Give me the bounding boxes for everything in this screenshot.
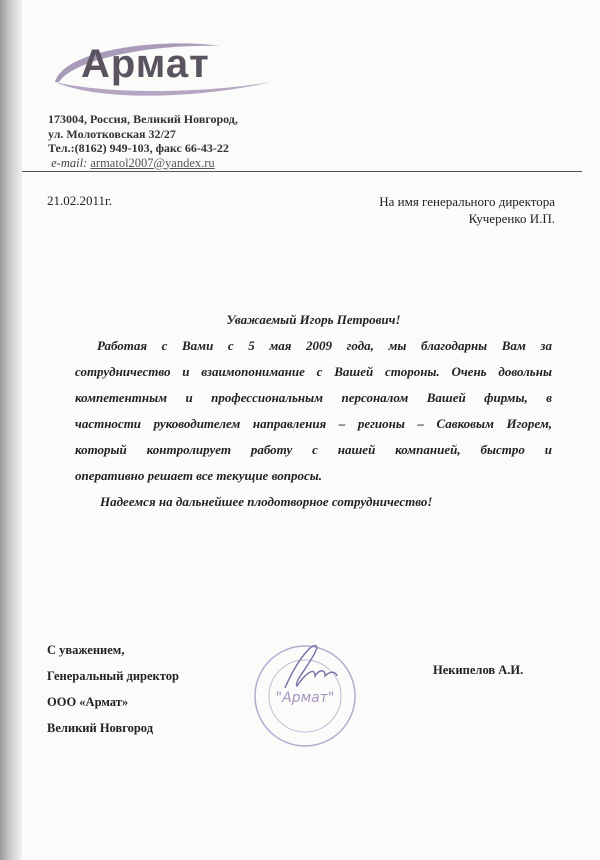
signer-position: Генеральный директор bbox=[47, 669, 179, 683]
address-line: ул. Молотковская 32/27 bbox=[48, 126, 176, 141]
company-name: ООО «Армат» bbox=[47, 695, 129, 709]
company-logo bbox=[45, 38, 285, 98]
email-label: e-mail: bbox=[51, 155, 88, 170]
scan-shadow bbox=[0, 0, 22, 860]
company-city: Великий Новгород bbox=[47, 721, 154, 735]
recipient-title: На имя генерального директора bbox=[379, 194, 555, 209]
closing-line: Надеемся на дальнейшее плодотворное сотрудничество! bbox=[100, 494, 433, 509]
letterhead-divider bbox=[22, 171, 582, 172]
signer-name: Некипелов А.И. bbox=[433, 663, 524, 677]
body-line: Работая с Вами с 5 мая 2009 года, мы благодарны Вам за bbox=[97, 338, 552, 353]
signature-block bbox=[47, 637, 179, 741]
greeting: Уважаемый Игорь Петрович! bbox=[226, 312, 401, 327]
body-line: оперативно решает все текущие вопросы. bbox=[75, 468, 322, 483]
logo-text: Армат bbox=[81, 42, 210, 86]
recipient-name: Кучеренко И.П. bbox=[468, 211, 555, 226]
regards: С уважением, bbox=[47, 643, 125, 657]
email-link[interactable]: armatol2007@yandex.ru bbox=[90, 155, 215, 170]
letter-body bbox=[75, 312, 552, 520]
email-line bbox=[48, 156, 238, 171]
company-address bbox=[48, 112, 238, 170]
stamp-seal-icon bbox=[245, 630, 365, 750]
body-line: который контролирует работу с нашей компанией, быстро и bbox=[75, 442, 552, 457]
stamp-text: "Армат" bbox=[275, 690, 335, 706]
company-stamp bbox=[245, 630, 365, 750]
body-line: компетентным и профессиональным персоналом Вашей фирмы, в bbox=[75, 390, 552, 405]
body-line: частности руководителем направления – регионы – Савковым Игорем, bbox=[75, 416, 552, 431]
phone-line: Тел.:(8162) 949-103, факс 66-43-22 bbox=[48, 141, 229, 155]
body-line: сотрудничество и взаимопонимание с Вашей стороны. Очень довольны bbox=[75, 364, 552, 379]
address-line: 173004, Россия, Великий Новгород, bbox=[48, 112, 238, 126]
letter-date: 21.02.2011г. bbox=[47, 193, 113, 208]
recipient bbox=[290, 193, 555, 227]
